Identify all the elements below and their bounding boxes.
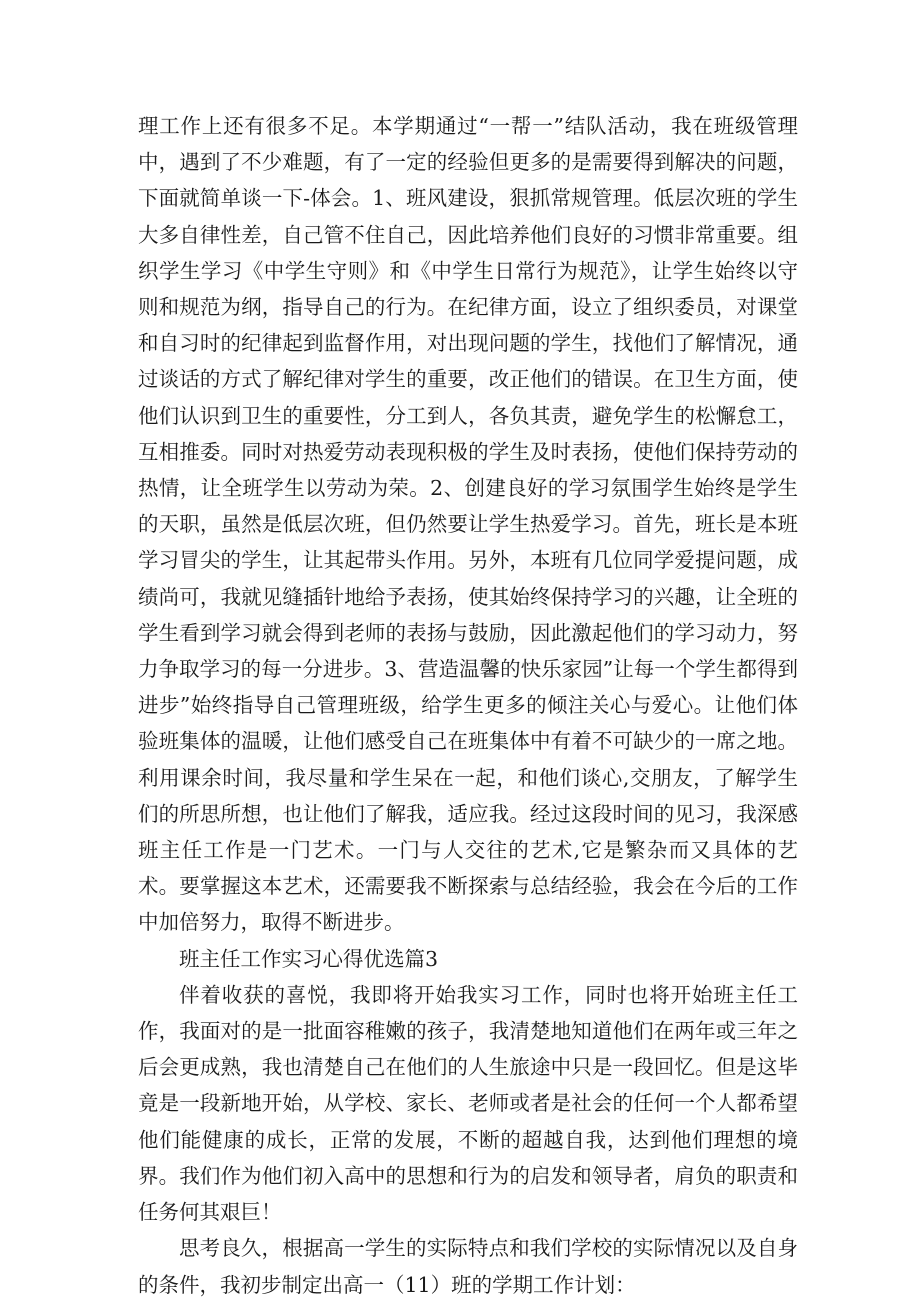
section-heading: 班主任工作实习心得优选篇3 <box>179 946 439 971</box>
document-page <box>138 108 798 1303</box>
body-paragraph-3: 思考良久，根据高一学生的实际特点和我们学校的实际情况以及自身的条件，我初步制定出高一（11）班的学期工作计划： <box>138 1236 798 1297</box>
body-paragraph-2: 伴着收获的喜悦，我即将开始我实习工作，同时也将开始班主任工作，我面对的是一批面容稚嫩的孩子，我清楚地知道他们在两年或三年之后会更成熟，我也清楚自己在他们的人生旅途中只是一段回忆。但是这毕竟是一段新地开始，从学校、家长、老师或者是社会的任何一个人都希望他们能健康的成长，正常的发展，不断的超越自我，达到他们理想的境界。我们作为他们初入高中的思想和行为的启发和领导者，肩负的职责和任务何其艰巨！ <box>138 982 798 1225</box>
body-paragraph-1: 理工作上还有很多不足。本学期通过“一帮一”结队活动，我在班级管理中，遇到了不少难题，有了一定的经验但更多的是需要得到解决的问题，下面就简单谈一下-体会。1、班风建设，狠抓常规管理。低层次班的学生大多自律性差，自己管不住自己，因此培养他们良好的习惯非常重要。组织学生学习《中学生守则》和《中学生日常行为规范》，让学生始终以守则和规范为纲，指导自己的行为。在纪律方面，设立了组织委员，对课堂和自习时的纪律起到监督作用，对出现问题的学生，找他们了解情况，通过谈话的方式了解纪律对学生的重要，改正他们的错误。在卫生方面，使他们认识到卫生的重要性，分工到人，各负其责，避免学生的松懈怠工，互相推委。同时对热爱劳动表现积极的学生及时表扬，使他们保持劳动的热情，让全班学生以劳动为荣。2、创建良好的学习氛围学生始终是学生的天职，虽然是低层次班，但仍然要让学生热爱学习。首先，班长是本班学习冒尖的学生，让其起带头作用。另外，本班有几位同学爱提问题，成绩尚可，我就见缝插针地给予表扬，使其始终保持学习的兴趣，让全班的学生看到学习就会得到老师的表扬与鼓励，因此激起他们的学习动力，努力争取学习的每一分进步。3、营造温馨的快乐家园”让每一个学生都得到进步”始终指导自己管理班级，给学生更多的倾注关心与爱心。让他们体验班集体的温暖，让他们感受自己在班集体中有着不可缺少的一席之地。利用课余时间，我尽量和学生呆在一起，和他们谈心,交朋友，了解学生们的所思所想，也让他们了解我，适应我。经过这段时间的见习，我深感班主任工作是一门艺术。一门与人交往的艺术,它是繁杂而又具体的艺术。要掌握这本艺术，还需要我不断探索与总结经验，我会在今后的工作中加倍努力，取得不断进步。 <box>138 114 798 935</box>
